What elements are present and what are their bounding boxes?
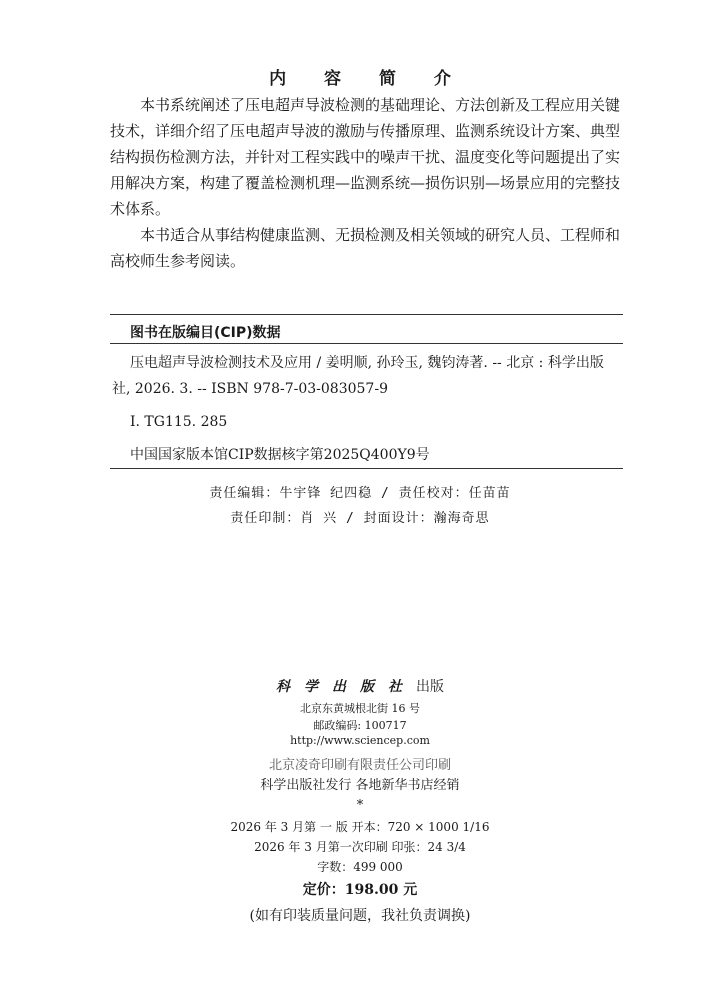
printer: 北京凌奇印刷有限责任公司印刷 <box>268 758 451 773</box>
publisher-line <box>0 676 720 696</box>
publisher-postcode: 邮政编码: 100717 <box>313 719 407 732</box>
cip-heading-rule <box>110 343 623 344</box>
staff-line-1: 责任编辑：牛宇锋 纪四稳 / 责任校对：任苗苗 <box>209 486 511 501</box>
printing-info: 2026 年 3 月第一次印刷 印张：24 3/4 <box>254 840 466 854</box>
publisher-suffix: 出版 <box>416 679 444 695</box>
intro-title: 内 容 简 介 <box>269 69 467 89</box>
publisher-name: 科学出版社 <box>276 679 416 695</box>
cip-data-number: 中国国家版本馆CIP数据核字第2025Q400Y9号 <box>130 447 430 463</box>
edition-info: 2026 年 3 月第 一 版 开本：720 × 1000 1/16 <box>230 820 490 834</box>
intro-paragraph-2: 本书适合从事结构健康监测、无损检测及相关领域的研究人员、工程师和高校师生参考阅读。 <box>110 226 621 270</box>
cip-top-rule <box>110 314 623 315</box>
price: 定价：198.00 元 <box>302 882 418 898</box>
cip-bottom-rule <box>110 468 623 469</box>
publisher-url: http://www.sciencep.com <box>290 734 430 747</box>
cip-classification: Ⅰ. TG115. 285 <box>130 414 228 430</box>
staff-line-2: 责任印制：肖 兴 / 封面设计：瀚海奇思 <box>230 511 490 526</box>
intro-paragraph-1: 本书系统阐述了压电超声导波检测的基础理论、方法创新及工程应用关键技术，详细介绍了压电超声导波的激励与传播原理、监测系统设计方案、典型结构损伤检测方法，并针对工程实践中的噪声干扰、温度变化等问题提出了实用解决方案，构建了覆盖检测机理—监测系统—损伤识别—场景应用的完整技术体系。 <box>110 96 621 218</box>
quality-notice: (如有印装质量问题，我社负责调换) <box>249 908 471 924</box>
word-count: 字数：499 000 <box>317 860 403 874</box>
cip-heading: 图书在版编目(CIP)数据 <box>130 325 281 341</box>
distribution: 科学出版社发行 各地新华书店经销 <box>260 778 460 793</box>
cip-record: 压电超声导波检测技术及应用 / 姜明顺, 孙玲玉, 魏钧涛著. -- 北京 : 科学出版社, 2026. 3. -- ISBN 978-7-03-083057-9 <box>112 355 604 397</box>
publisher-address: 北京东黄城根北街 16 号 <box>300 702 420 715</box>
separator-star: * <box>356 798 364 813</box>
